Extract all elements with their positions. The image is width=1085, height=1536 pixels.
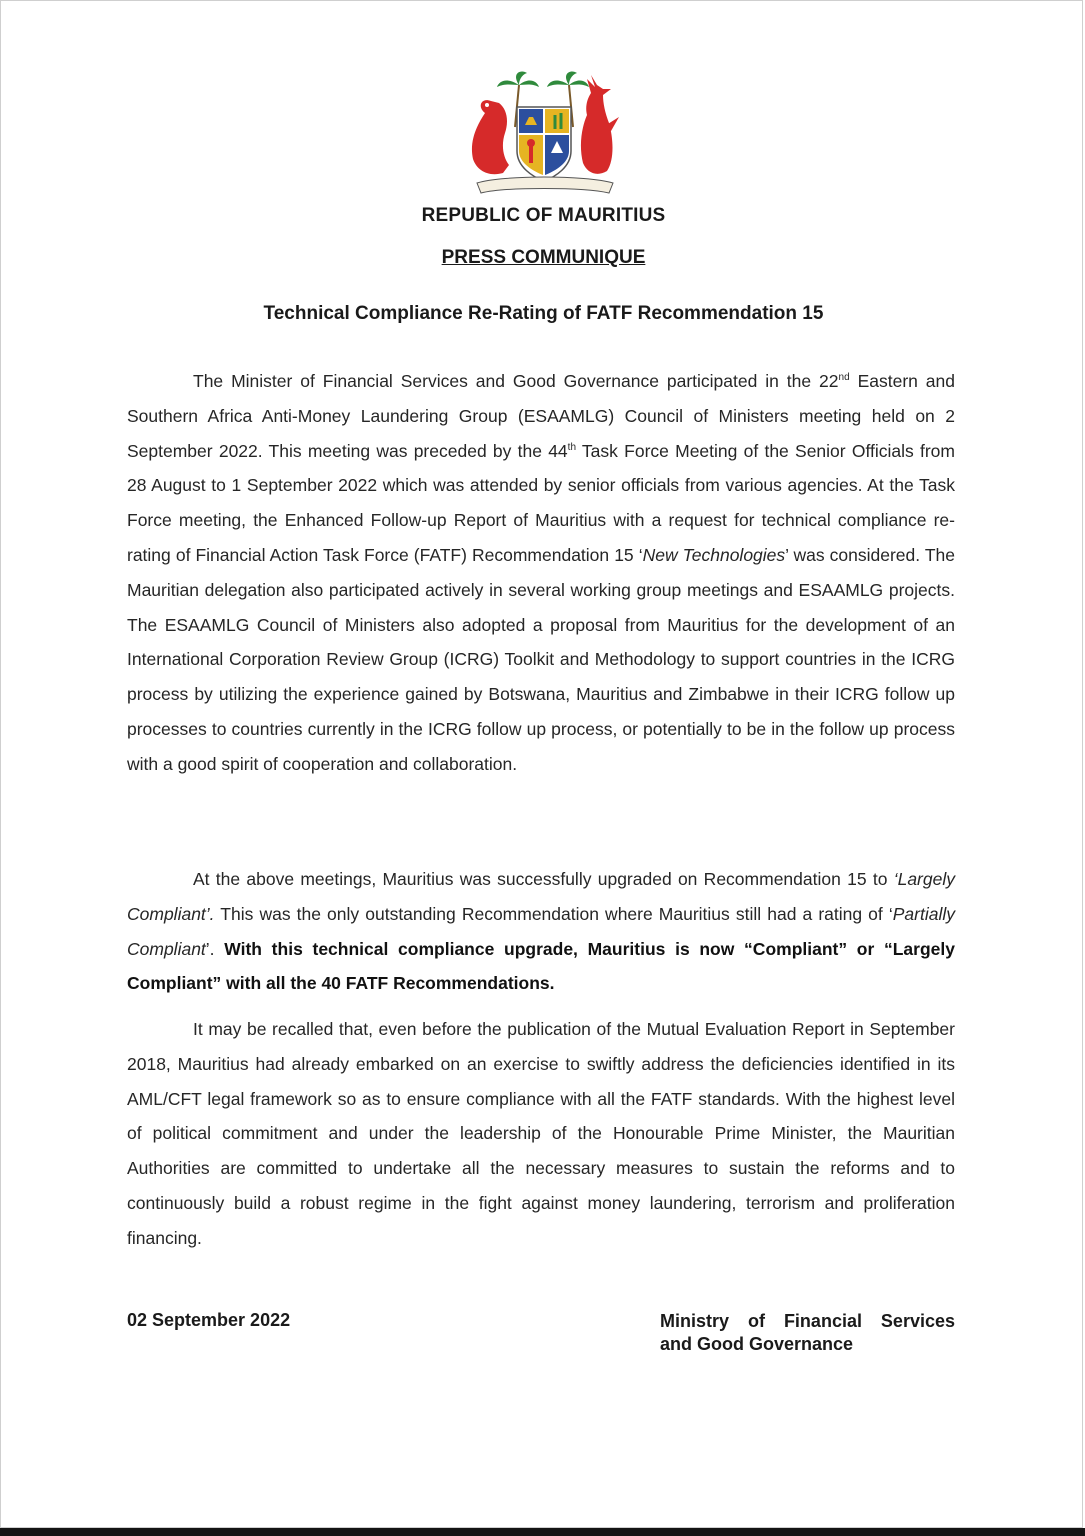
- mauritius-coat-of-arms-icon: [463, 67, 625, 199]
- paragraph-2: At the above meetings, Mauritius was successfully upgraded on Recommendation 15 to ‘Largely Compliant’. This was the only outstanding Recommendation where Mauritius still had a rating of ‘Partially Compliant’. With this technical compliance upgrade, Mauritius is now “Compliant” or “Largely Compliant” with all the 40 FATF Recommendations.: [127, 869, 955, 994]
- issue-date: 02 September 2022: [127, 1310, 291, 1330]
- country-heading: REPUBLIC OF MAURITIUS: [421, 205, 666, 226]
- subject-title: Technical Compliance Re-Rating of FATF Recommendation 15: [263, 303, 824, 324]
- communique-heading: PRESS COMMUNIQUE: [441, 247, 646, 268]
- key-statement: With this technical compliance upgrade, Mauritius is now “Compliant” or “Largely Compliant” with all the 40 FATF Recommendations.: [127, 938, 955, 994]
- paragraph-1: The Minister of Financial Services and Good Governance participated in the 22nd Eastern and Southern Africa Anti-Money Laundering Group (ESAAMLG) Council of Ministers meeting held on 2 September 2022. This meeting was preceded by the 44th Task Force Meeting of the Senior Officials from 28 August to 1 September 2022 which was attended by senior officials from various agencies. At the Task Force meeting, the Enhanced Follow-up Report of Mauritius with a request for technical compliance re-rating of Financial Action Task Force (FATF) Recommendation 15 ‘New Technologies’ was considered. The Mauritian delegation also participated actively in several working group meetings and ESAAMLG projects. The ESAAMLG Council of Ministers also adopted a proposal from Mauritius for the development of an International Corporation Review Group (ICRG) Toolkit and Methodology to support countries in the ICRG process by utilizing the experience gained by Botswana, Mauritius and Zimbabwe in their ICRG follow up processes to countries currently in the ICRG follow up process, or potentially to be in the follow up process with a good spirit of cooperation and collaboration.: [127, 371, 956, 774]
- issuing-ministry: Ministry of Financial Services and Good Governance: [660, 1311, 955, 1354]
- paragraph-3: It may be recalled that, even before the publication of the Mutual Evaluation Report in September 2018, Mauritius had already embarked on an exercise to swiftly address the deficiencies identified in its AML/CFT legal framework so as to ensure compliance with all the FATF standards. With the highest level of political commitment and under the leadership of the Honourable Prime Minister, the Mauritian Authorities are committed to undertake all the necessary measures to sustain the reforms and to continuously build a robust regime in the fight against money laundering, terrorism and proliferation financing.: [127, 1019, 955, 1248]
- bottom-edge: [0, 1528, 1085, 1536]
